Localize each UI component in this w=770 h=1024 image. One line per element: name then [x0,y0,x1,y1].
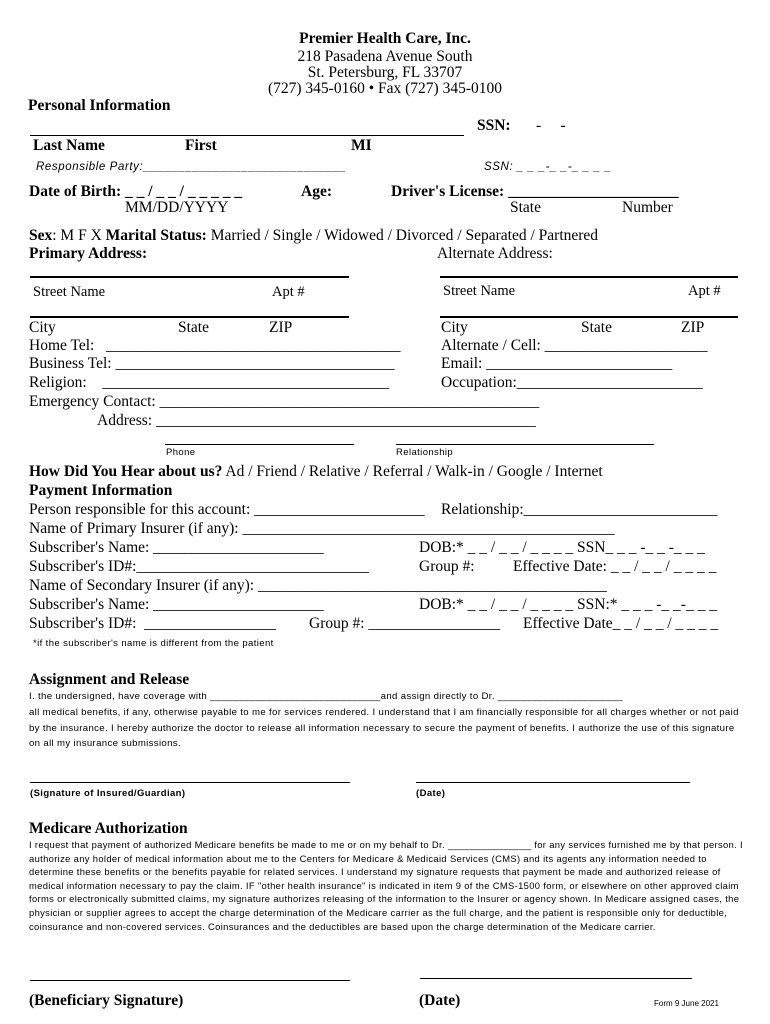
home-tel-field[interactable]: Home Tel: ______________________________________ [29,337,401,354]
relationship-label: Relationship [396,447,454,458]
marital-options[interactable]: Married / Single / Widowed / Divorced / Separated / Partnered [206,227,599,244]
how-heard-label: How Did You Hear about us? [29,463,223,480]
subscriber-footnote: *if the subscriber's name is different from the patient [33,638,274,649]
alt-cell-field[interactable]: Alternate / Cell: _____________________ [441,337,708,354]
assignment-date-line[interactable] [416,782,690,783]
subscriber-id-1-field[interactable]: Subscriber's ID#:______________________________ [29,558,369,575]
subscriber-dob-ssn-2-field[interactable]: DOB:* _ _ / _ _ / _ _ _ _ SSN:* _ _ _ -_ _-_ _ _ [419,596,717,613]
phone-label: Phone [166,447,196,458]
responsible-party-field[interactable]: Responsible Party:_____________________________ [36,161,347,173]
payment-relationship-field[interactable]: Relationship:_________________________ [441,501,718,518]
email-field[interactable]: Email: ________________________ [441,355,673,372]
dob-field[interactable]: Date of Birth: _ _ / _ _ / _ _ _ _ _ [29,183,243,200]
beneficiary-signature-label: (Beneficiary Signature) [29,992,184,1009]
alt-zip-label: ZIP [681,319,705,336]
sex-marital-row[interactable] [29,227,598,245]
alternate-address-label: Alternate Address: [437,245,553,262]
ssn-label: SSN: [477,117,511,134]
group-2-field[interactable]: Group #: _________________ [309,615,501,632]
subscriber-id-2-field[interactable]: Subscriber's ID#: _________________ [29,615,276,632]
alternate-city-line[interactable] [440,316,738,318]
dob-format-label: MM/DD/YYYY [125,199,229,216]
emergency-phone-line[interactable] [165,444,354,445]
zip-label: ZIP [269,319,293,336]
emergency-relationship-line[interactable] [396,444,654,445]
ssn-blank[interactable]: - - [536,117,566,134]
company-city: St. Petersburg, FL 33707 [307,64,463,81]
alt-street-name-label: Street Name [443,283,516,299]
company-street: 218 Pasadena Avenue South [297,48,473,65]
effective-date-1-field[interactable]: Effective Date: _ _ / _ _ / _ _ _ _ [513,558,717,575]
subscriber-dob-ssn-1-field[interactable]: DOB:* _ _ / _ _ / _ _ _ _ SSN_ _ _ -_ _ -_ _ _ [419,539,705,556]
city-label: City [29,319,56,336]
age-label[interactable]: Age: [301,183,332,200]
effective-date-2-field[interactable]: Effective Date_ _ / _ _ / _ _ _ _ [523,615,719,632]
medicare-heading: Medicare Authorization [29,820,188,837]
ssn-responsible-field[interactable]: SSN: _ _ _-_ _-_ _ _ _ [484,161,612,173]
apt-label: Apt # [272,284,305,300]
last-name-label: Last Name [33,137,105,154]
form-version-label: Form 9 June 2021 [654,999,719,1008]
primary-insurer-field[interactable]: Name of Primary Insurer (if any): ________________________________________________ [29,520,615,537]
emergency-address-field[interactable]: Address: _________________________________________________ [97,412,536,429]
company-name: Premier Health Care, Inc. [299,30,471,47]
beneficiary-signature-line[interactable] [30,980,350,981]
assignment-text: all medical benefits, if any, otherwise payable to me for services rendered. I understand that I am financially responsible for all charges whether or not paid by the insurance. I hereby authorize the doctor to release all information necessary to secure the payment of benefits. I authorize the use of this signature on all my insurance submissions. [29,707,739,749]
medicare-text: I request that payment of authorized Medicare benefits be made to me or on my behalf to Dr. _______________ for any services furnished me by that person. I authorize any holder of medical information about me to the Centers for Medicare & Medicaid Services (CMS) and its agents any information needed to determine these benefits or the benefits payable for related services. I understand my signature requests that payment be made and authorized release of medical information necessary to pay the claim. IF "other health insurance" is indicated in item 9 of the CMS-1500 form, or elsewhere on other approved claim forms or electronically submitted claims, my signature authorizes releasing of the information to the Insurer or agency shown. In Medicare assigned cases, the physician or supplier agrees to accept the charge determination of the Medicare carrier as the full charge, and the patient is responsible only for deductible, coinsurance and non-covered services. Coinsurances and the deductibles are based upon the charge determination of the Medicare carrier. [29,839,744,932]
state-label: State [178,319,209,336]
group-1-field[interactable]: Group #: [419,558,475,575]
subscriber-name-2-field[interactable]: Subscriber's Name: ______________________ [29,596,324,613]
medicare-date-line[interactable] [420,978,692,979]
responsible-person-field[interactable]: Person responsible for this account: ______________________ [29,501,425,518]
drivers-license-field[interactable]: Driver's License: ______________________ [391,183,679,200]
mi-label: MI [351,137,372,154]
insured-signature-line[interactable] [30,782,350,783]
sex-label: Sex [29,227,53,244]
alt-state-label: State [581,319,612,336]
occupation-field[interactable]: Occupation:________________________ [441,374,703,391]
emergency-contact-field[interactable]: Emergency Contact: _________________________________________________ [29,393,540,410]
subscriber-name-1-field[interactable]: Subscriber's Name: ______________________ [29,539,324,556]
how-heard-row[interactable] [29,463,603,481]
primary-city-line[interactable] [30,316,349,318]
street-name-label: Street Name [33,284,106,300]
alt-apt-label: Apt # [688,283,721,299]
dl-state-label: State [510,199,541,216]
primary-address-line[interactable] [30,276,349,278]
payment-info-heading: Payment Information [29,482,173,499]
marital-status-label: Marital Status: [105,227,207,244]
insured-signature-label: (Signature of Insured/Guardian) [30,788,186,799]
sex-options[interactable]: : M F X [52,227,106,244]
religion-field[interactable]: Religion: _____________________________________ [29,374,389,391]
alternate-address-line[interactable] [440,276,738,278]
primary-address-label: Primary Address: [29,245,148,262]
secondary-insurer-field[interactable]: Name of Secondary Insurer (if any): _____________________________________________ [29,577,607,594]
alt-city-label: City [441,319,468,336]
dl-number-label: Number [622,199,673,216]
assignment-date-label: (Date) [416,788,446,799]
how-heard-options[interactable]: Ad / Friend / Relative / Referral / Walk-in / Google / Internet [222,463,603,480]
company-phone-fax: (727) 345-0160 • Fax (727) 345-0100 [267,80,503,97]
assignment-heading: Assignment and Release [29,671,190,688]
name-line[interactable] [30,135,464,136]
medicare-date-label: (Date) [419,992,461,1009]
first-name-label: First [185,137,217,154]
assignment-line1[interactable]: I. the undersigned, have coverage with ______________________________and assign directly to Dr. ______________________ [29,691,623,702]
business-tel-field[interactable]: Business Tel: ____________________________________ [29,355,395,372]
personal-info-heading: Personal Information [28,97,171,114]
